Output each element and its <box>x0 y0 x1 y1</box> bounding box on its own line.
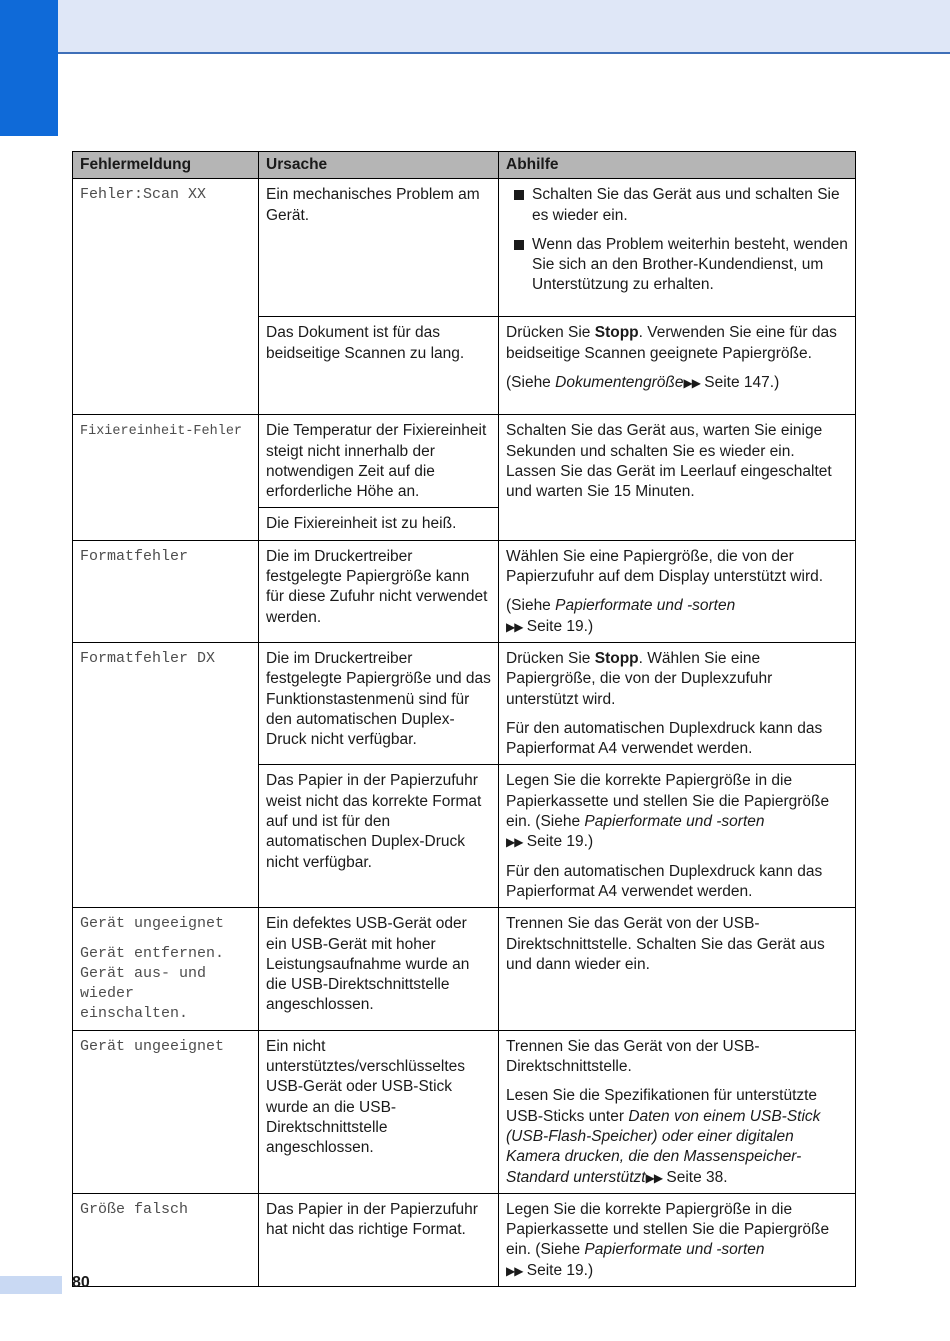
cross-reference: (Siehe Papierformate und -sorten ▶▶ Seite 19.) <box>506 597 736 635</box>
reference-title: Papierformate und -sorten <box>555 597 736 615</box>
double-arrow-icon: ▶▶ <box>506 619 523 634</box>
page-number-bar <box>0 1276 62 1294</box>
remedy-cell <box>499 179 856 317</box>
remedy-note: Für den automatischen Duplexdruck kann das Papierformat A4 verwendet werden. <box>506 719 823 758</box>
table-row <box>73 1193 856 1286</box>
cross-reference: (Siehe Dokumentengröße▶▶ Seite 147.) <box>506 373 780 391</box>
remedy-cell: Schalten Sie das Gerät aus, warten Sie einige Sekunden und schalten Sie es wieder ein. Lassen Sie das Gerät im Leerlauf eingeschaltet und warten Sie 15 Minuten. <box>499 415 856 540</box>
error-code-cell: Fixiereinheit-Fehler <box>73 415 259 540</box>
remedy-cell <box>499 642 856 764</box>
double-arrow-icon: ▶▶ <box>506 835 523 850</box>
remedy-text: Drücken Sie Stopp. Verwenden Sie eine für das beidseitige Scannen geeignete Papiergröße. <box>506 324 837 362</box>
remedy-text: Legen Sie die korrekte Papiergröße in die Papierkassette und stellen Sie die Papiergröße ein. (Siehe Papierformate und -sorten ▶▶ Seite 19.) <box>506 772 830 851</box>
cause-cell: Ein nicht unterstütztes/verschlüsseltes USB-Gerät oder USB-Stick wurde an die USB-Direktschnittstelle angeschlossen. <box>259 1030 499 1193</box>
error-code-cell: Fehler:Scan XX <box>73 179 259 415</box>
cause-cell: Die Temperatur der Fixiereinheit steigt nicht innerhalb der notwendigen Zeit auf die erforderliche Höhe an. <box>259 415 499 508</box>
double-arrow-icon: ▶▶ <box>683 375 700 390</box>
page-number: 80 <box>72 1274 90 1291</box>
error-code-line: Gerät entfernen. Gerät aus- und wieder einschalten. <box>80 944 225 1023</box>
stopp-key-label: Stopp <box>594 324 639 342</box>
table-row <box>73 415 856 508</box>
cross-reference: Legen Sie die korrekte Papiergröße in die Papierkassette und stellen Sie die Papiergröße ein. (Siehe Papierformate und -sorten ▶▶ Seite 19.) <box>506 1200 830 1279</box>
error-code-cell <box>73 908 259 1030</box>
remedy-cell: Trennen Sie das Gerät von der USB-Direktschnittstelle. Schalten Sie das Gerät aus und dann wieder ein. <box>499 908 856 1030</box>
double-arrow-icon: ▶▶ <box>645 1170 663 1185</box>
table-row <box>73 908 856 1030</box>
cause-cell: Das Papier in der Papierzufuhr hat nicht das richtige Format. <box>259 1193 499 1286</box>
remedy-cell <box>499 1193 856 1286</box>
square-bullet-icon <box>514 240 524 250</box>
reference-title: Dokumentengröße <box>555 373 684 391</box>
column-header-ursache: Ursache <box>259 152 499 179</box>
remedy-text: Drücken Sie Stopp. Wählen Sie eine Papiergröße, die von der Duplexzufuhr unterstützt wird. <box>506 649 773 708</box>
header-band <box>0 0 950 54</box>
stopp-key-label: Stopp <box>594 649 639 667</box>
table-row <box>73 642 856 764</box>
error-message-table <box>72 151 856 1287</box>
remedy-cell <box>499 765 856 908</box>
column-header-fehlermeldung: Fehlermeldung <box>73 152 259 179</box>
error-code-cell: Gerät ungeeignet <box>73 1030 259 1193</box>
error-code-cell: Formatfehler DX <box>73 642 259 907</box>
cause-cell: Die im Druckertreiber festgelegte Papiergröße und das Funktionstastenmenü sind für den automatischen Duplex-Druck nicht verfügbar. <box>259 642 499 764</box>
list-item <box>506 185 848 226</box>
remedy-bullet-list <box>506 185 848 295</box>
remedy-cell <box>499 1030 856 1193</box>
cause-cell: Die im Druckertreiber festgelegte Papiergröße kann für diese Zufuhr nicht verwendet werden. <box>259 540 499 642</box>
reference-title: Daten von einem USB-Stick (USB-Flash-Speicher) oder einer digitalen Kamera drucken, die den Massenspeicher-Standard unterstützt <box>506 1107 821 1186</box>
list-item-text: Wenn das Problem weiterhin besteht, wenden Sie sich an den Brother-Kundendienst, um Unterstützung zu erhalten. <box>532 235 848 294</box>
cause-cell: Das Papier in der Papierzufuhr weist nicht das korrekte Format auf und ist für den automatischen Duplex-Druck nicht verfügbar. <box>259 765 499 908</box>
cause-cell: Ein mechanisches Problem am Gerät. <box>259 179 499 317</box>
table-header-row <box>73 152 856 179</box>
reference-title: Papierformate und -sorten <box>584 1241 765 1259</box>
list-item-text: Schalten Sie das Gerät aus und schalten Sie es wieder ein. <box>532 186 840 224</box>
error-code-cell: Größe falsch <box>73 1193 259 1286</box>
table-row <box>73 540 856 642</box>
table-row <box>73 1030 856 1193</box>
error-code-cell: Formatfehler <box>73 540 259 642</box>
double-arrow-icon: ▶▶ <box>506 1263 523 1278</box>
column-header-abhilfe: Abhilfe <box>499 152 856 179</box>
chapter-tab <box>0 0 58 136</box>
remedy-cell <box>499 540 856 642</box>
cause-cell: Die Fixiereinheit ist zu heiß. <box>259 508 499 540</box>
list-item <box>506 235 848 296</box>
remedy-text: Wählen Sie eine Papiergröße, die von der Papierzufuhr auf dem Display unterstützt wird. <box>506 547 824 586</box>
error-code-line: Gerät ungeeignet <box>80 915 225 933</box>
square-bullet-icon <box>514 190 524 200</box>
cause-cell: Ein defektes USB-Gerät oder ein USB-Gerät mit hoher Leistungsaufnahme wurde an die USB-Direktschnittstelle angeschlossen. <box>259 908 499 1030</box>
remedy-text: Trennen Sie das Gerät von der USB-Direktschnittstelle. <box>506 1037 760 1076</box>
table-row <box>73 179 856 317</box>
remedy-cell <box>499 317 856 415</box>
cross-reference: Lesen Sie die Spezifikationen für unterstützte USB-Sticks unter Daten von einem USB-Stick (USB-Flash-Speicher) oder einer digitalen Kamera drucken, die den Massenspeicher-Standard unterstützt▶▶ Seite 38. <box>506 1087 821 1186</box>
remedy-note: Für den automatischen Duplexdruck kann das Papierformat A4 verwendet werden. <box>506 862 823 900</box>
cause-cell: Das Dokument ist für das beidseitige Scannen zu lang. <box>259 317 499 415</box>
reference-title: Papierformate und -sorten <box>584 813 765 831</box>
